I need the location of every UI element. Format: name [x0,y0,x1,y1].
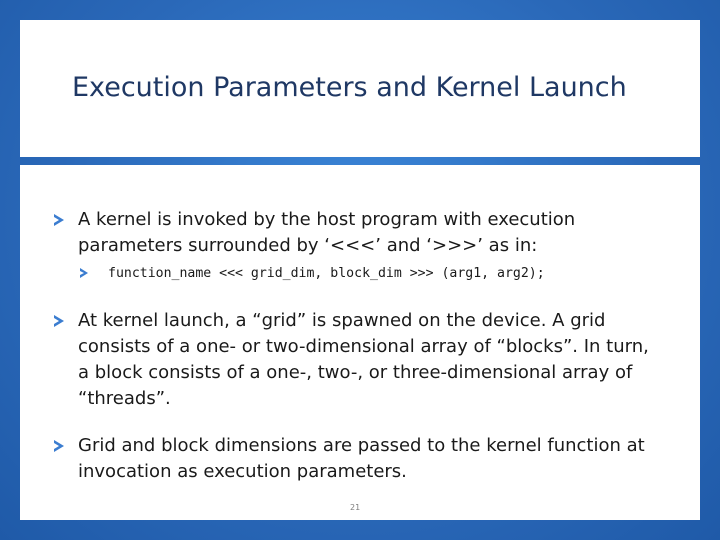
sub-bullet-item [80,263,700,285]
bullet-item [54,308,654,412]
arrow-bullet-icon [54,214,64,226]
code-example: function_name <<< grid_dim, block_dim >>> (arg1, arg2); [108,266,545,281]
title-band [20,20,700,157]
slide [20,20,700,520]
arrow-bullet-icon [80,268,88,278]
bullet-text: At kernel launch, a “grid” is spawned on the device. A grid consists of a one- or two-dimensional array of “blocks”. In turn, a block consists of a one-, two-, or three-dimensional array of “threads”. [78,310,649,409]
slide-title: Execution Parameters and Kernel Launch [72,72,627,103]
content-panel [20,165,700,520]
bullet-item [54,433,654,485]
bullet-item [54,207,654,259]
page-number: 21 [350,503,361,512]
arrow-bullet-icon [54,315,64,327]
arrow-bullet-icon [54,440,64,452]
bullet-text: A kernel is invoked by the host program with execution parameters surrounded by ‘<<<’ and ‘>>>’ as in: [78,209,576,256]
bullet-text: Grid and block dimensions are passed to the kernel function at invocation as execution parameters. [78,435,645,482]
